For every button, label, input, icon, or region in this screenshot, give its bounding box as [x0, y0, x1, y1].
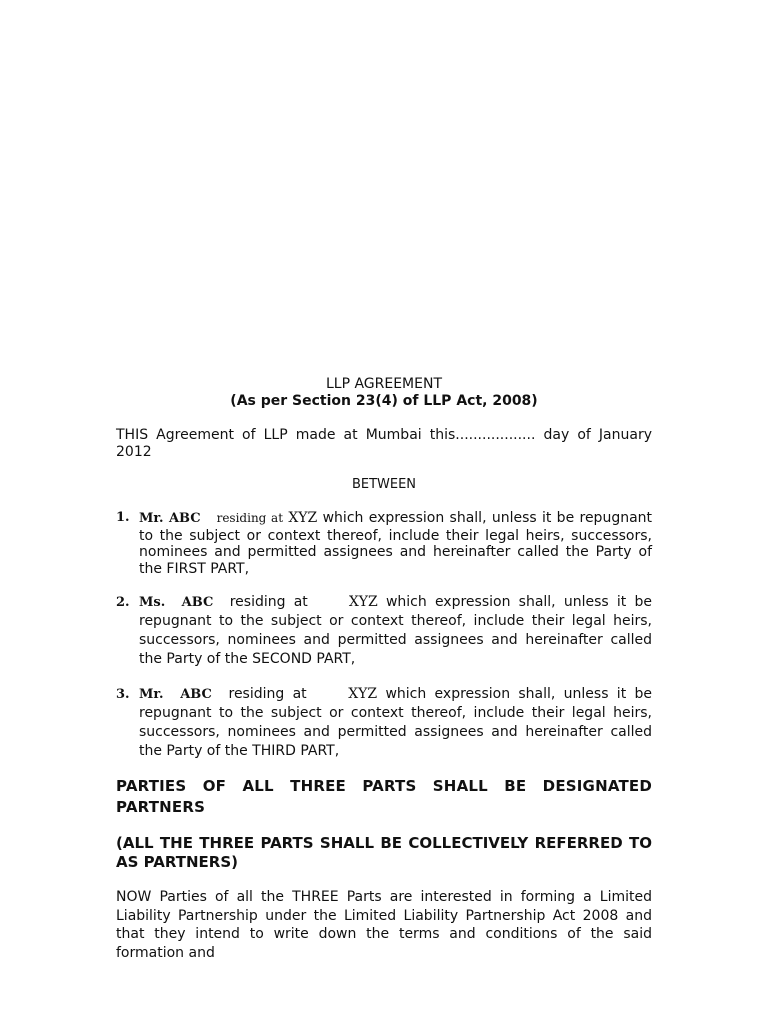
party-text: [139, 593, 652, 669]
party-residing: residing at: [216, 511, 284, 525]
party-description: which expression shall, unless it be repugnant to the subject or context thereof, include their legal heirs, successors, nominees and permitted assignees and hereinafter called the Party of the THIRD PART,: [139, 686, 652, 759]
between-label: BETWEEN: [351, 477, 417, 492]
intro-paragraph: THIS Agreement of LLP made at Mumbai this.................. day of January 2012: [116, 427, 652, 460]
party-place: XYZ: [348, 594, 378, 610]
party-number: 2.: [116, 595, 130, 610]
party-text: [139, 510, 652, 577]
document-subtitle: (As per Section 23(4) of LLP Act, 2008): [230, 393, 538, 409]
party-item: [116, 593, 652, 669]
party-title: Mr.: [139, 687, 164, 702]
party-residing: residing at: [229, 594, 308, 610]
party-item: [116, 510, 652, 577]
party-description: which expression shall, unless it be repugnant to the subject or context thereof, include their legal heirs, successors, nominees and permitted assignees and hereinafter called the Party of the FIRST PART,: [139, 510, 653, 577]
party-description: which expression shall, unless it be repugnant to the subject or context thereof, include their legal heirs, successors, nominees and permitted assignees and hereinafter called the Party of the SECOND PART,: [139, 594, 652, 667]
party-residing: residing at: [228, 686, 307, 702]
party-name: ABC: [180, 687, 212, 702]
party-name: ABC: [181, 595, 214, 610]
collective-partners-heading: (ALL THE THREE PARTS SHALL BE COLLECTIVELY REFERRED TO AS PARTNERS): [116, 834, 652, 871]
closing-paragraph: NOW Parties of all the THREE Parts are interested in forming a Limited Liability Partnership under the Limited Liability Partnership Act 2008 and that they intend to write down the terms and conditions of the said formation and: [116, 889, 652, 961]
document-title: LLP AGREEMENT: [325, 376, 443, 392]
party-title: Ms.: [139, 595, 166, 610]
party-title: Mr. ABC: [139, 511, 201, 526]
party-place: XYZ: [288, 510, 318, 526]
party-number: 1.: [116, 510, 130, 525]
party-item: [116, 685, 652, 761]
party-number: 3.: [116, 687, 130, 702]
party-place: XYZ: [348, 686, 378, 702]
designated-partners-heading: PARTIES OF ALL THREE PARTS SHALL BE DESIGNATED PARTNERS: [116, 777, 652, 816]
party-text: [139, 685, 652, 761]
